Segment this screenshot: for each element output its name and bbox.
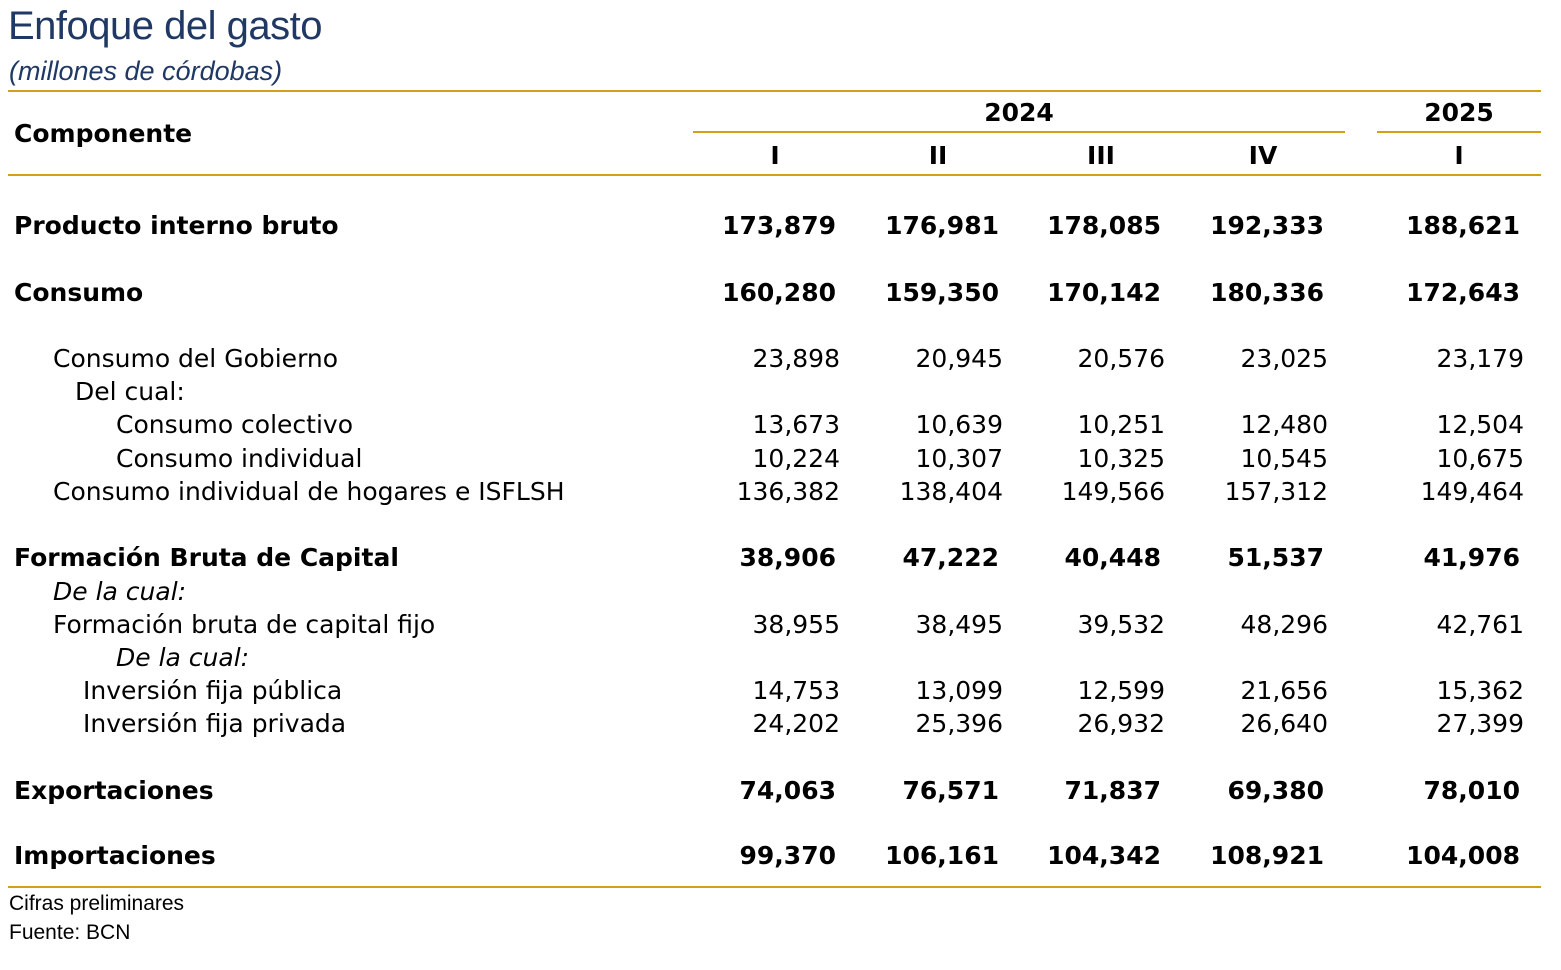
year-header-2025: 2025 [1424,98,1494,127]
table-row [0,841,1561,874]
table-subtitle: (millones de córdobas) [9,56,283,86]
row-value: 38,955 [752,610,840,639]
row-value: 149,464 [1420,477,1524,506]
row-label: Consumo [14,278,144,307]
bottom-rule [8,886,1541,888]
row-value: 176,981 [885,211,999,240]
table-row [0,410,1561,443]
table-title: Enfoque del gasto [8,4,322,48]
row-value: 39,532 [1077,610,1165,639]
row-value: 10,307 [915,444,1003,473]
row-value: 10,545 [1240,444,1328,473]
row-value: 178,085 [1047,211,1161,240]
table-row [0,278,1561,311]
row-value: 180,336 [1210,278,1324,307]
row-value: 173,879 [722,211,836,240]
row-value: 21,656 [1240,676,1328,705]
row-value: 76,571 [902,776,999,805]
header-rule [8,174,1541,176]
row-value: 106,161 [885,841,999,870]
row-label: Formación bruta de capital fijo [53,610,436,639]
quarter-header-2025-i: I [1454,141,1464,170]
year-rule-2024 [693,131,1345,133]
table-row [0,211,1561,244]
row-value: 23,179 [1436,344,1524,373]
row-value: 138,404 [899,477,1003,506]
table-row [0,477,1561,510]
table-row [0,377,1561,410]
quarter-header-2024-ii: II [928,141,948,170]
row-value: 47,222 [902,543,999,572]
row-value: 10,639 [915,410,1003,439]
quarter-header-2024-iv: IV [1248,141,1278,170]
row-value: 12,504 [1436,410,1524,439]
row-label: De la cual: [116,643,250,672]
row-value: 192,333 [1210,211,1324,240]
row-value: 10,675 [1436,444,1524,473]
row-value: 26,640 [1240,709,1328,738]
year-header-2024: 2024 [984,98,1054,127]
table-row [0,610,1561,643]
row-value: 136,382 [736,477,840,506]
row-value: 172,643 [1406,278,1520,307]
row-value: 10,224 [752,444,840,473]
row-value: 104,008 [1406,841,1520,870]
year-rule-2025 [1377,131,1541,133]
row-value: 157,312 [1224,477,1328,506]
row-label: Consumo individual de hogares e ISFLSH [53,477,565,506]
row-value: 41,976 [1423,543,1520,572]
row-value: 25,396 [915,709,1003,738]
row-value: 71,837 [1064,776,1161,805]
row-value: 160,280 [722,278,836,307]
row-label: Consumo individual [116,444,363,473]
row-value: 48,296 [1240,610,1328,639]
row-value: 12,599 [1077,676,1165,705]
row-value: 12,480 [1240,410,1328,439]
row-value: 20,576 [1077,344,1165,373]
row-label: Formación Bruta de Capital [14,543,399,572]
row-value: 149,566 [1061,477,1165,506]
row-value: 40,448 [1064,543,1161,572]
row-label: Consumo colectivo [116,410,354,439]
row-label: Inversión fija privada [83,709,347,738]
quarter-header-2024-i: I [770,141,780,170]
row-value: 10,251 [1077,410,1165,439]
row-value: 26,932 [1077,709,1165,738]
row-value: 24,202 [752,709,840,738]
row-value: 14,753 [752,676,840,705]
footnote-preliminary: Cifras preliminares [9,892,185,915]
row-value: 23,898 [752,344,840,373]
row-value: 23,025 [1240,344,1328,373]
table-row [0,543,1561,576]
table-row [0,444,1561,477]
top-rule [8,90,1541,92]
table-row [0,709,1561,742]
table-row [0,643,1561,676]
table-row [0,577,1561,610]
row-value: 188,621 [1406,211,1520,240]
row-value: 170,142 [1047,278,1161,307]
row-value: 38,906 [739,543,836,572]
row-value: 159,350 [885,278,999,307]
row-value: 74,063 [739,776,836,805]
table-row [0,776,1561,809]
row-value: 13,099 [915,676,1003,705]
row-label: De la cual: [53,577,187,606]
table-row [0,676,1561,709]
row-value: 15,362 [1436,676,1524,705]
row-label: Consumo del Gobierno [53,344,339,373]
row-value: 51,537 [1227,543,1324,572]
row-value: 10,325 [1077,444,1165,473]
row-value: 27,399 [1436,709,1524,738]
row-label: Inversión fija pública [83,676,343,705]
row-value: 13,673 [752,410,840,439]
footnote-source: Fuente: BCN [9,921,131,944]
quarter-header-2024-iii: III [1087,141,1115,170]
row-value: 108,921 [1210,841,1324,870]
component-header: Componente [14,119,193,148]
row-label: Exportaciones [14,776,214,805]
row-label: Producto interno bruto [14,211,339,240]
row-value: 78,010 [1423,776,1520,805]
table-row [0,344,1561,377]
row-label: Importaciones [14,841,216,870]
row-value: 69,380 [1227,776,1324,805]
row-label: Del cual: [75,377,185,406]
row-value: 104,342 [1047,841,1161,870]
row-value: 38,495 [915,610,1003,639]
row-value: 99,370 [739,841,836,870]
row-value: 42,761 [1436,610,1524,639]
row-value: 20,945 [915,344,1003,373]
